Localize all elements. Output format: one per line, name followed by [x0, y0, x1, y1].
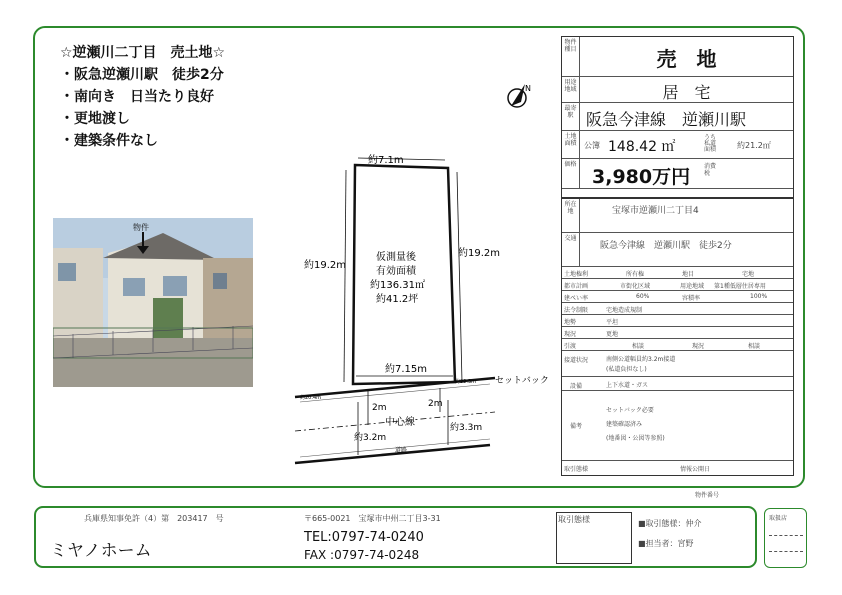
trade-box	[556, 512, 632, 564]
license: 兵庫県知事免許（4）第 203417 号	[84, 514, 224, 523]
label-address: 所在地	[562, 199, 580, 232]
property-number-label: 物件番号	[695, 492, 720, 499]
label-remarks: 備考	[570, 423, 583, 430]
value-price: 3,980万円	[592, 166, 691, 188]
row-access	[562, 233, 793, 267]
value-status: 更地	[606, 331, 619, 338]
highlight-title: ☆逆瀬川二丁目 売土地☆	[60, 45, 226, 61]
row-spacer	[562, 189, 793, 199]
grid-value: 所有権	[626, 271, 645, 278]
label-delivery: 引渡	[564, 343, 577, 350]
row-kind	[562, 37, 793, 77]
value-use: 居 宅	[662, 83, 711, 102]
label-price: 価格	[562, 159, 580, 188]
label-kind: 物件種目	[562, 37, 580, 76]
row-foot	[562, 461, 793, 475]
area-mid-label: うち私道面積	[704, 134, 717, 153]
value-access: 阪急今津線 逆瀬川駅 徒歩2分	[600, 241, 732, 251]
row-line	[562, 103, 793, 131]
svg-text:N: N	[525, 84, 531, 93]
value-delivery: 相談	[632, 343, 645, 350]
row-facility	[562, 377, 793, 391]
value-remarks: 建築確認済み	[606, 421, 643, 428]
value-kind: 売 地	[656, 47, 717, 71]
value-law: 宅地造成規制	[606, 307, 643, 314]
plan-setback-right: 2m	[428, 399, 443, 409]
row-use	[562, 77, 793, 103]
plan-setback: セットバック	[495, 376, 549, 386]
plan-right-mark: 約22.3m	[455, 379, 477, 385]
grid-value: 宅地	[742, 271, 755, 278]
label-road: 接道状況	[564, 357, 589, 364]
grid-label: 地目	[682, 271, 695, 278]
stamp-label: 取扱店	[769, 515, 788, 522]
plan-road-name: 道路	[395, 447, 408, 454]
value-remarks: セットバック必要	[606, 407, 654, 414]
row-address	[562, 199, 793, 233]
plan-bottom-width: 約7.15m	[385, 364, 428, 375]
property-photo	[53, 218, 253, 387]
value-terrain: 平坦	[606, 319, 619, 326]
row-road	[562, 351, 793, 377]
label-line: 最寄駅	[562, 103, 580, 130]
plan-center-line: 中心線	[385, 417, 415, 428]
grid-label: 土地権利	[564, 271, 589, 278]
row-delivery	[562, 339, 793, 351]
lot-plan	[290, 150, 555, 480]
plan-road-right: 約3.3m	[450, 423, 483, 433]
stamp-box	[764, 508, 807, 568]
grid-label: 用途地域	[680, 283, 705, 290]
photo-caption: 物件	[133, 223, 149, 232]
grid-value: 100%	[750, 293, 768, 300]
label-foot-right: 情報公開日	[680, 466, 711, 473]
label-use: 用途地域	[562, 77, 580, 102]
label-status: 現況	[564, 331, 577, 338]
highlight-item: ・南向き 日当たり良好	[60, 89, 214, 105]
footer-frame	[34, 506, 757, 568]
row-grid1	[562, 267, 793, 279]
value-area-right: 約21.2㎡	[737, 141, 771, 150]
label-terrain: 地勢	[564, 319, 577, 326]
plan-road-left: 約3.2m	[354, 433, 387, 443]
price-note: 消費税	[704, 163, 717, 177]
plan-area-line: 有効面積	[376, 266, 416, 277]
highlight-item: ・更地渡し	[60, 111, 130, 127]
grid-value: 60%	[636, 293, 650, 300]
grid-value: 第1種低層住居専用	[714, 283, 766, 290]
area-prefix: 公簿	[584, 141, 600, 150]
plan-area-line: 約41.2坪	[376, 294, 419, 305]
plan-top-width: 約7.1m	[368, 155, 404, 166]
grid-label: 建ぺい率	[564, 295, 589, 302]
value-delivery: 相談	[748, 343, 761, 350]
trade-label: 取引態様	[558, 515, 590, 524]
stamp-line	[769, 535, 803, 536]
row-area	[562, 131, 793, 159]
row-grid3	[562, 291, 793, 303]
postal-address: 〒665-0021 宝塚市中州二丁目3-31	[304, 514, 441, 523]
highlight-item: ・建築条件なし	[60, 133, 158, 149]
plan-setback-left: 2m	[372, 403, 387, 413]
fax: FAX :0797-74-0248	[304, 548, 420, 562]
tel: TEL:0797-74-0240	[304, 530, 424, 545]
row-remarks	[562, 391, 793, 461]
plan-left-depth: 約19.2m	[304, 260, 347, 271]
plan-left-mark: 約20.4m	[300, 395, 322, 401]
row-grid2	[562, 279, 793, 291]
value-address: 宝塚市逆瀬川二丁目4	[612, 206, 699, 216]
spec-sheet	[561, 36, 794, 476]
highlights-list	[60, 42, 225, 152]
label-foot-left: 取引態様	[564, 466, 589, 473]
trade-note: ■取引態様：仲介	[638, 519, 702, 528]
company-name: ミヤノホーム	[50, 541, 152, 561]
row-law	[562, 303, 793, 315]
value-facility: 上下水道・ガス	[606, 382, 649, 389]
grid-label: 容積率	[682, 295, 701, 302]
value-area: 148.42 ㎡	[608, 139, 676, 155]
row-price	[562, 159, 793, 189]
value-road: (私道負担なし)	[606, 366, 647, 373]
highlight-item: ・阪急逆瀬川駅 徒歩2分	[60, 67, 224, 83]
row-status	[562, 327, 793, 339]
plan-area-line: 約136.31㎡	[370, 280, 425, 291]
value-road: 南側公道幅員約3.2m接道	[606, 356, 676, 363]
grid-label: 都市計画	[564, 283, 589, 290]
value-delivery: 現況	[692, 343, 705, 350]
value-line: 阪急今津線 逆瀬川駅	[586, 110, 747, 129]
plan-area-line: 仮測量後	[376, 252, 416, 263]
stamp-line	[769, 551, 803, 552]
row-terrain	[562, 315, 793, 327]
label-access: 交通	[562, 233, 580, 266]
label-law: 法令制限	[564, 307, 589, 314]
label-facility: 設備	[570, 383, 583, 390]
plan-right-depth: 約19.2m	[458, 248, 501, 259]
compass-icon	[503, 80, 535, 112]
label-area: 土地面積	[562, 131, 580, 158]
contact-note: ■担当者：宮野	[638, 539, 694, 548]
value-remarks: (地番図・公図等参照)	[606, 435, 665, 442]
grid-value: 市街化区域	[620, 283, 651, 290]
